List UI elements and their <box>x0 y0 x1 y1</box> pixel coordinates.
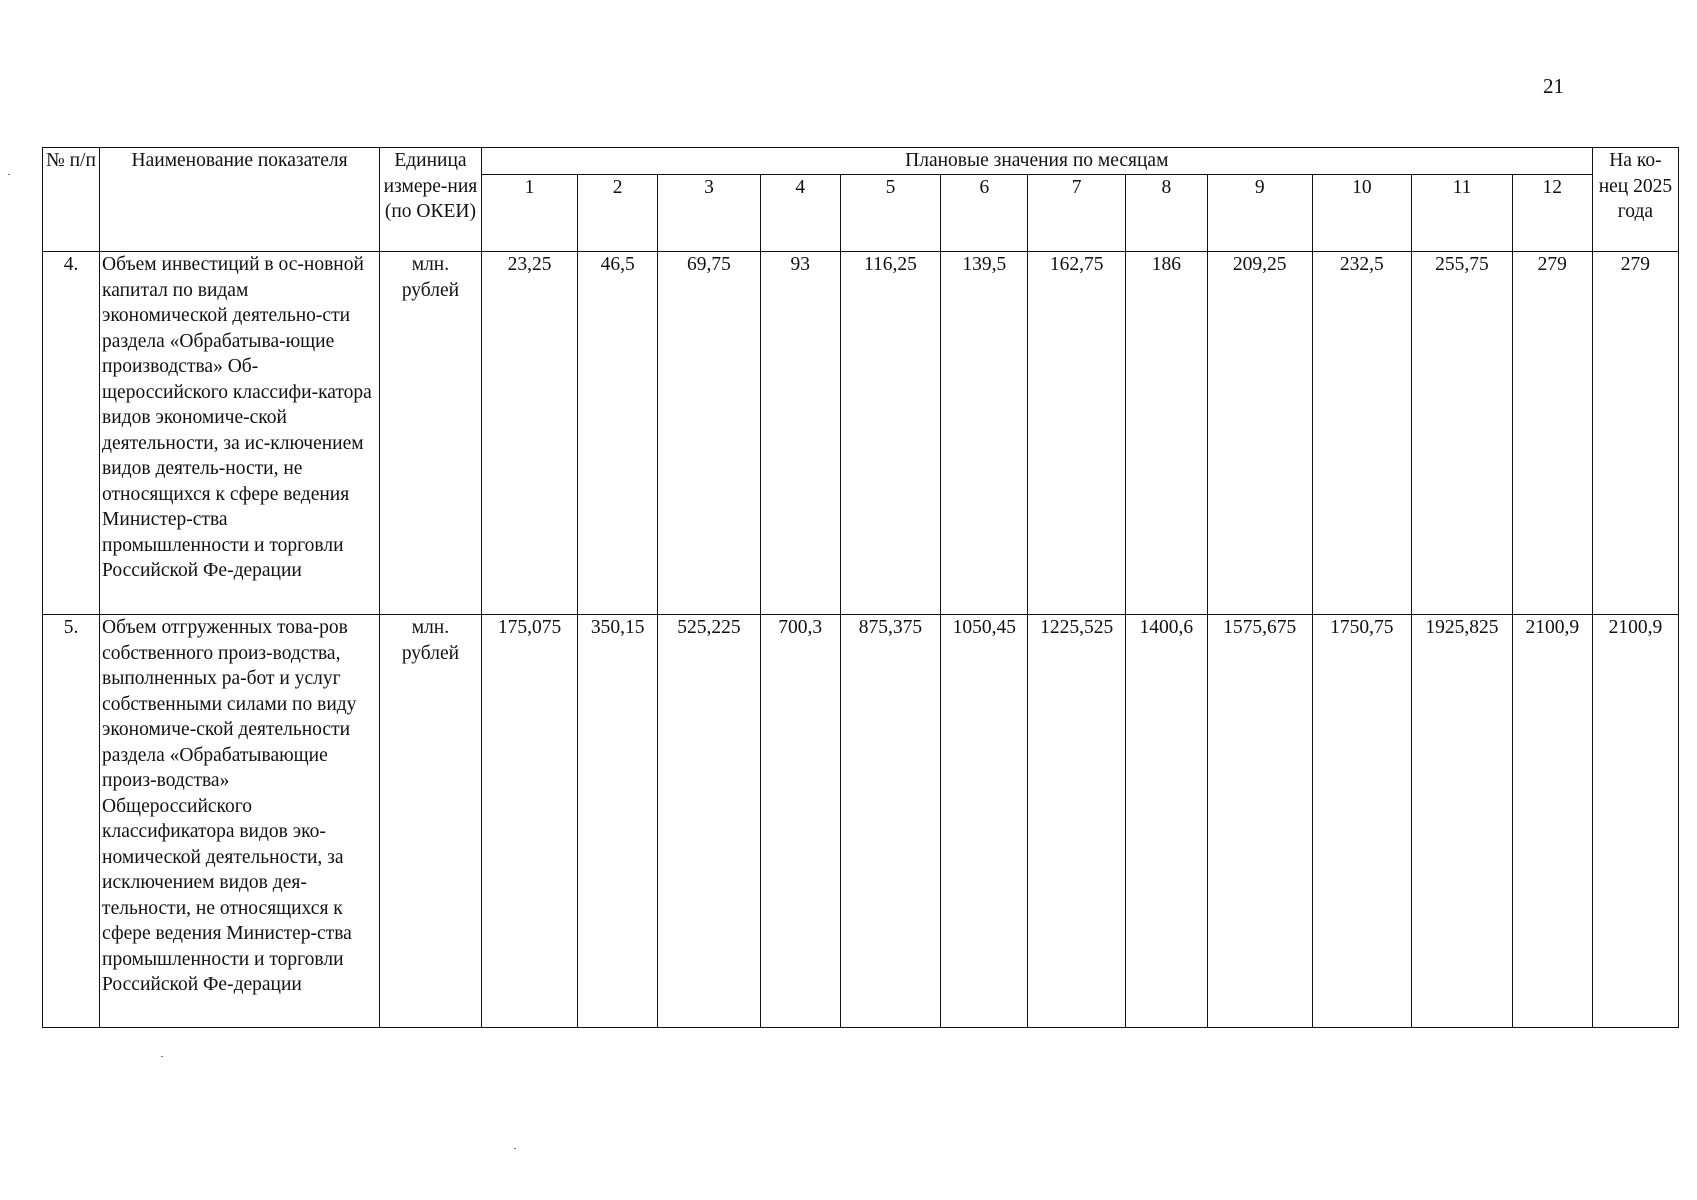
month-value: 1050,45 <box>941 615 1028 1028</box>
header-month: 12 <box>1512 174 1592 252</box>
table-header <box>43 148 1679 252</box>
month-value: 1225,525 <box>1028 615 1126 1028</box>
month-value: 232,5 <box>1312 252 1412 615</box>
month-value: 255,75 <box>1412 252 1513 615</box>
table-body <box>43 252 1679 1028</box>
month-value: 69,75 <box>658 252 761 615</box>
month-value: 139,5 <box>941 252 1028 615</box>
header-end-of-year: На ко-нец 2025 года <box>1592 148 1678 252</box>
month-value: 1925,825 <box>1412 615 1513 1028</box>
month-value: 875,375 <box>840 615 941 1028</box>
scan-speck <box>514 1148 516 1149</box>
header-row-top <box>43 148 1679 175</box>
header-month: 10 <box>1312 174 1412 252</box>
month-value: 93 <box>760 252 840 615</box>
indicator-name: Объем отгруженных това-ров собственного произ-водства, выполненных ра-бот и услуг собственными силами по виду экономиче-ской деятельности раздела «Обрабатывающие произ-водства» Общероссийского классификатора видов эко-номической деятельности, за исключением видов дея-тельности, не относящихся к сфере ведения Министер-ства промышленности и торговли Российской Фе-дерации <box>100 615 380 1028</box>
header-month: 1 <box>481 174 577 252</box>
month-value: 350,15 <box>578 615 658 1028</box>
scan-speck <box>161 1056 163 1057</box>
header-month: 5 <box>840 174 941 252</box>
header-num: № п/п <box>43 148 100 252</box>
header-month: 2 <box>578 174 658 252</box>
header-months-group: Плановые значения по месяцам <box>481 148 1592 175</box>
month-value: 1750,75 <box>1312 615 1412 1028</box>
header-month: 3 <box>658 174 761 252</box>
row-num: 4. <box>43 252 100 615</box>
unit-cell: млн. рублей <box>380 615 482 1028</box>
header-month: 6 <box>941 174 1028 252</box>
month-value: 1575,675 <box>1207 615 1312 1028</box>
table-row <box>43 615 1679 1028</box>
table-row <box>43 252 1679 615</box>
header-unit: Единица измере-ния (по ОКЕИ) <box>380 148 482 252</box>
plan-values-table <box>42 147 1679 1028</box>
header-month: 11 <box>1412 174 1513 252</box>
month-value: 279 <box>1512 252 1592 615</box>
month-value: 700,3 <box>760 615 840 1028</box>
month-value: 2100,9 <box>1512 615 1592 1028</box>
end-of-year-value: 2100,9 <box>1592 615 1678 1028</box>
month-value: 1400,6 <box>1125 615 1207 1028</box>
header-month: 8 <box>1125 174 1207 252</box>
month-value: 525,225 <box>658 615 761 1028</box>
month-value: 209,25 <box>1207 252 1312 615</box>
page-number: 21 <box>1543 74 1564 98</box>
month-value: 186 <box>1125 252 1207 615</box>
month-value: 116,25 <box>840 252 941 615</box>
header-month: 4 <box>760 174 840 252</box>
header-month: 9 <box>1207 174 1312 252</box>
indicator-name: Объем инвестиций в ос-новной капитал по видам экономической деятельно-сти раздела «Обрабатыва-ющие производства» Об-щероссийского классифи-катора видов экономиче-ской деятельности, за ис-ключением видов деятель-ности, не относящихся к сфере ведения Министер-ства промышленности и торговли Российской Фе-дерации <box>100 252 380 615</box>
month-value: 23,25 <box>481 252 577 615</box>
unit-cell: млн. рублей <box>380 252 482 615</box>
header-month: 7 <box>1028 174 1126 252</box>
header-name: Наименование показателя <box>100 148 380 252</box>
month-value: 162,75 <box>1028 252 1126 615</box>
row-num: 5. <box>43 615 100 1028</box>
scan-speck <box>8 174 10 175</box>
end-of-year-value: 279 <box>1592 252 1678 615</box>
month-value: 46,5 <box>578 252 658 615</box>
month-value: 175,075 <box>481 615 577 1028</box>
